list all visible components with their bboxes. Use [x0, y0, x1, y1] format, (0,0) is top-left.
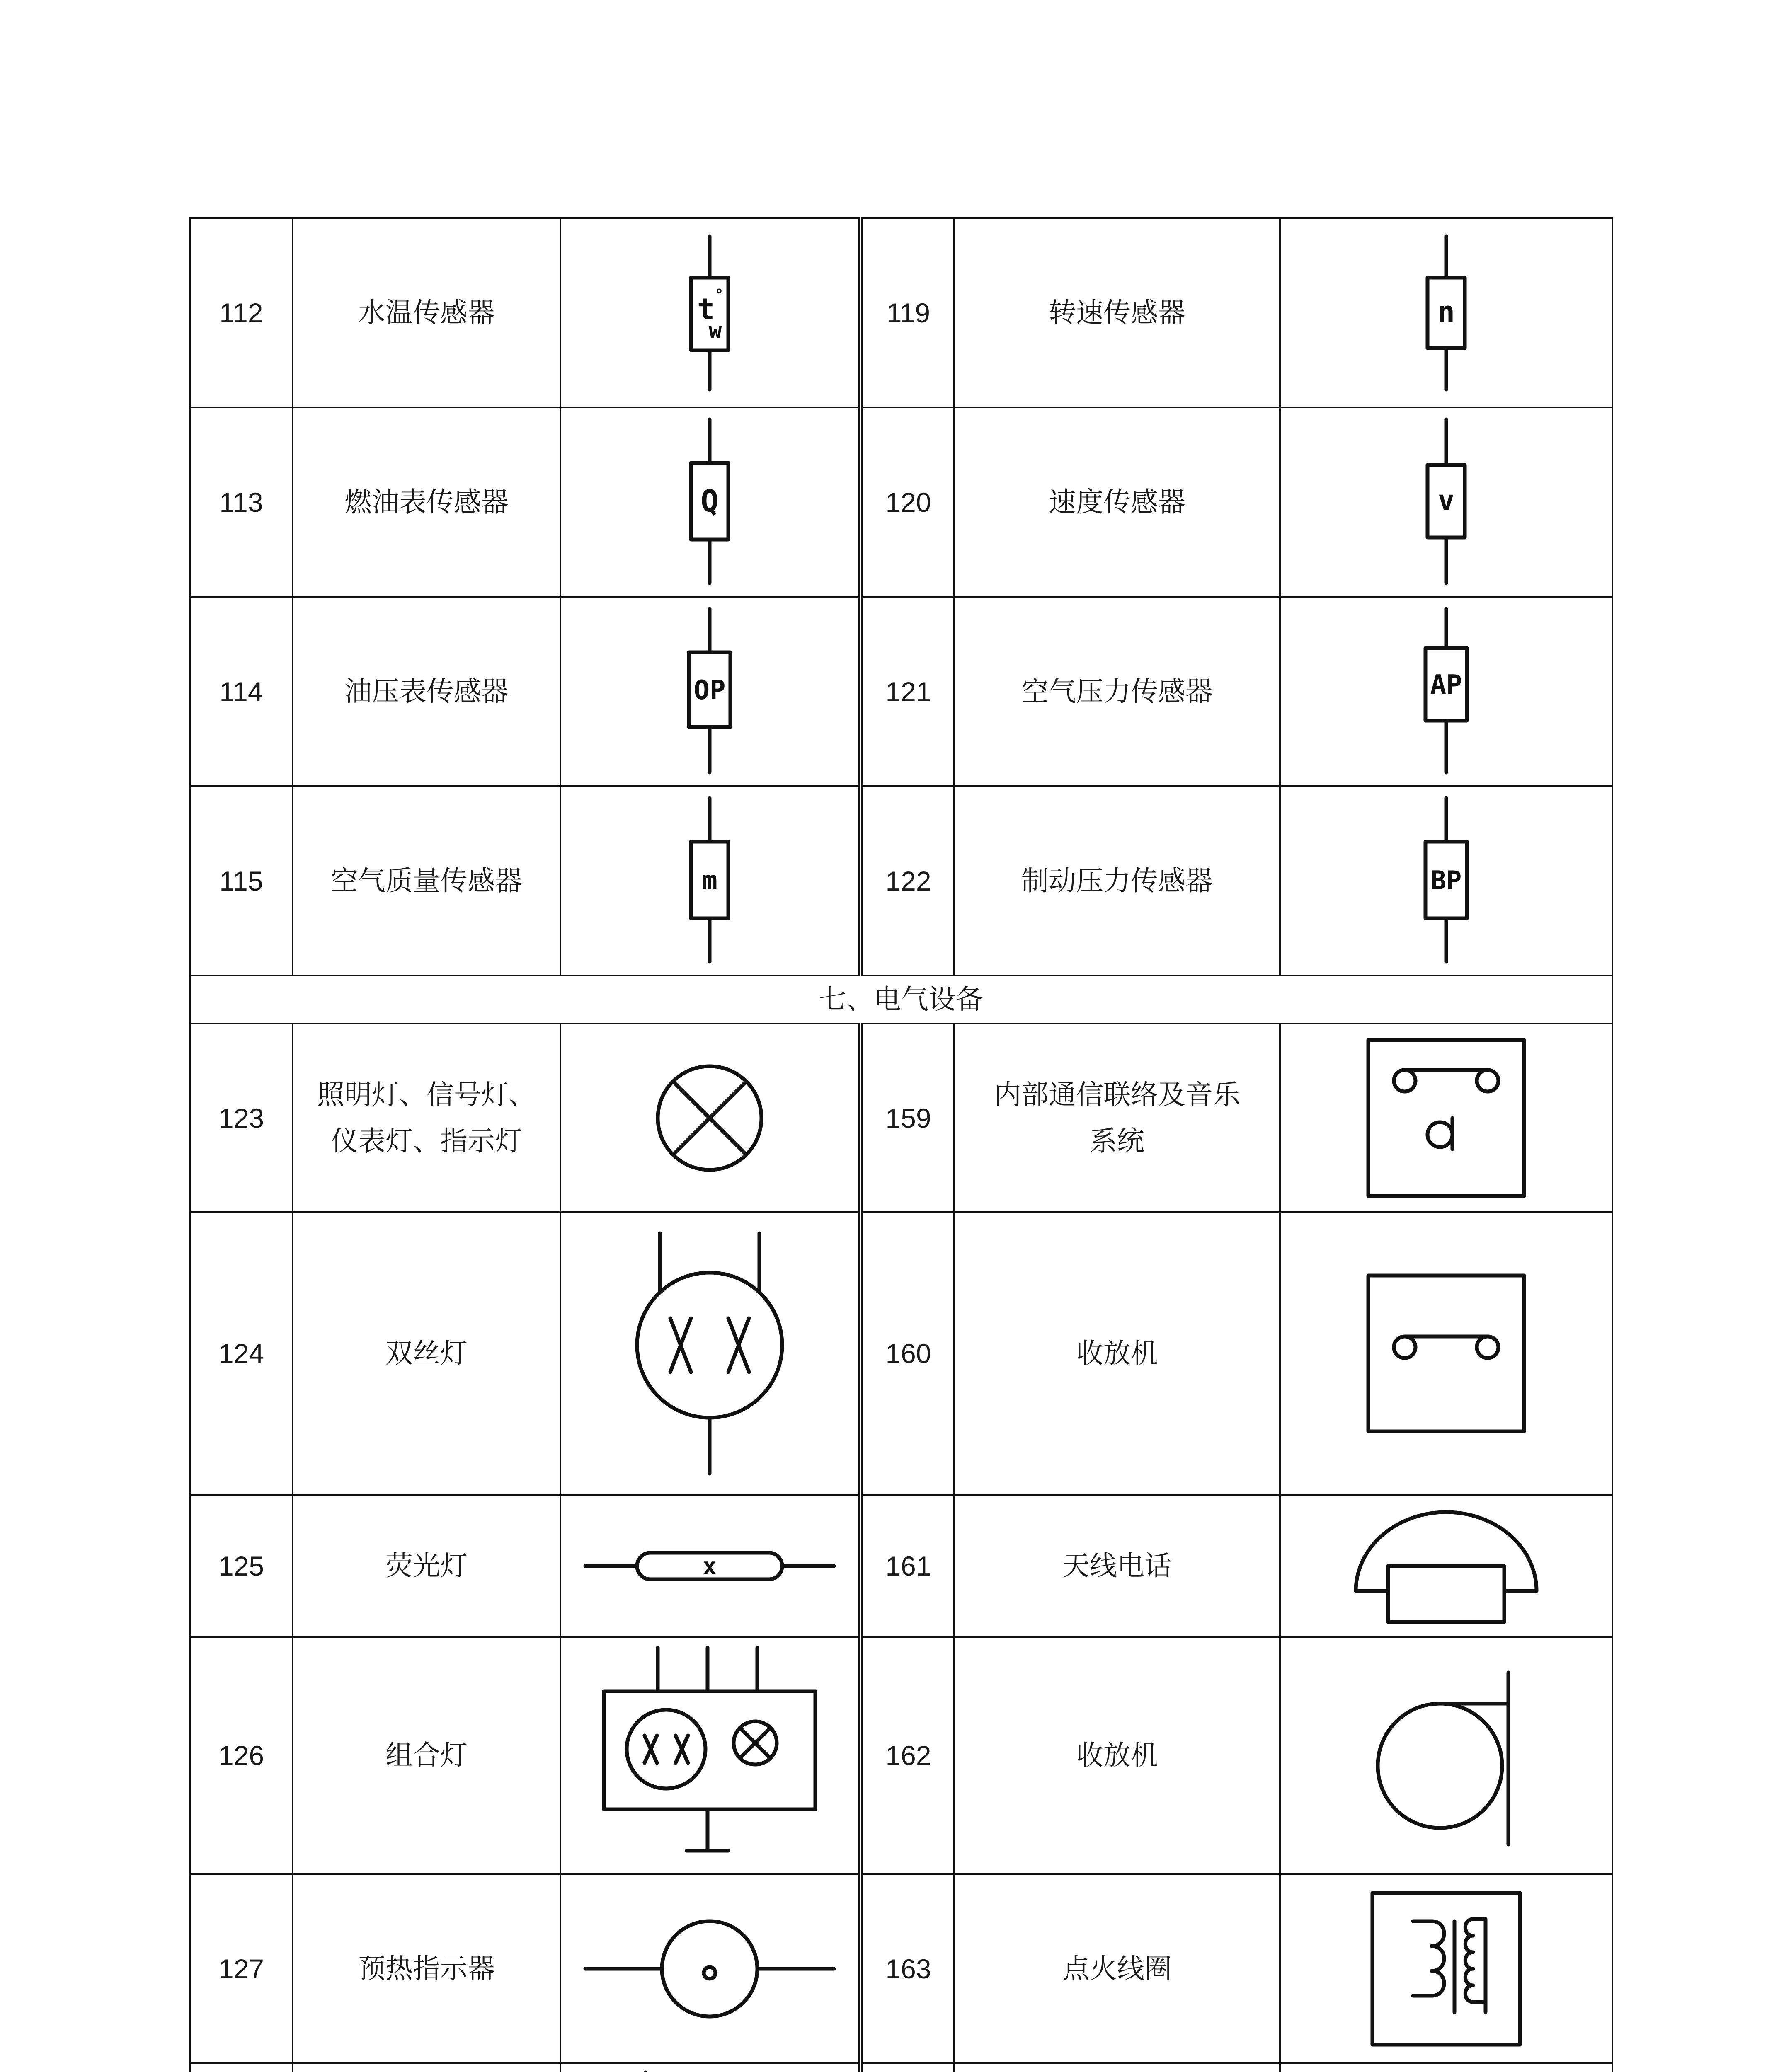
- item-number: 114: [190, 597, 293, 786]
- table-row: [190, 1212, 1612, 1495]
- sensor-label: AP: [1430, 669, 1462, 700]
- item-number: 160: [860, 1212, 954, 1495]
- item-number: 159: [860, 1024, 954, 1212]
- symbol-cell: [560, 786, 860, 975]
- item-number: 123: [190, 1024, 293, 1212]
- velocity-sensor-icon: [1413, 415, 1479, 589]
- item-number: 163: [860, 1874, 954, 2063]
- symbol-table: [189, 217, 1613, 2072]
- item-name: 油压表传感器: [293, 597, 560, 786]
- sensor-label: OP: [693, 675, 726, 706]
- symbol-cell: [1280, 1637, 1612, 1874]
- item-number: 125: [190, 1495, 293, 1637]
- radio-player-icon: [1372, 1660, 1521, 1851]
- symbol-cell: [560, 597, 860, 786]
- item-name: 空气质量传感器: [293, 786, 560, 975]
- sensor-label: Q: [700, 483, 719, 518]
- sensor-label: v: [1438, 484, 1454, 516]
- item-name: 点火线圈: [954, 1874, 1280, 2063]
- table-row: [190, 218, 1612, 407]
- symbol-cell: [1280, 1024, 1612, 1212]
- symbol-cell: [560, 2063, 860, 2072]
- item-name: 转速传感器: [954, 218, 1280, 407]
- sensor-label: m: [701, 865, 717, 896]
- intercom-music-system-icon: [1363, 1035, 1529, 1201]
- item-name: 速度传感器: [954, 407, 1280, 597]
- symbol-cell: [1280, 1495, 1612, 1637]
- item-number: [860, 2063, 954, 2072]
- sensor-label-superscript: °: [714, 286, 724, 303]
- oil-pressure-sensor-icon: [676, 605, 743, 779]
- section-title: 七、电气设备: [190, 975, 1612, 1024]
- sensor-label: n: [1437, 295, 1455, 329]
- item-name: 水温传感器: [293, 218, 560, 407]
- item-number: 115: [190, 786, 293, 975]
- symbol-cell: [560, 1024, 860, 1212]
- dual-filament-lamp-icon: [627, 1229, 793, 1478]
- table-row: [190, 786, 1612, 975]
- item-name: 收放机: [954, 1637, 1280, 1874]
- symbol-cell: [560, 1212, 860, 1495]
- table-row: [190, 1874, 1612, 2063]
- table-row: [190, 1024, 1612, 1212]
- brake-pressure-sensor-icon: [1413, 794, 1479, 968]
- item-name: 天线电话: [954, 1495, 1280, 1637]
- lamp-label: x: [702, 1553, 717, 1580]
- item-name: [293, 1024, 560, 1212]
- fuel-gauge-sensor-icon: [676, 415, 743, 589]
- item-name: [954, 1024, 1280, 1212]
- table-row: [190, 597, 1612, 786]
- symbol-cell: [1280, 1874, 1612, 2063]
- item-name: 空气压力传感器: [954, 597, 1280, 786]
- item-number: 112: [190, 218, 293, 407]
- symbol-cell: [1280, 407, 1612, 597]
- item-number: [190, 2063, 293, 2072]
- preheat-indicator-icon: [581, 1915, 838, 2023]
- symbol-cell: [560, 1637, 860, 1874]
- symbol-cell: [560, 1495, 860, 1637]
- distributor-icon: [1363, 2068, 1529, 2072]
- table-row: [190, 2063, 1612, 2072]
- ignition-coil-icon: [1367, 1888, 1525, 2050]
- item-name: 制动压力传感器: [954, 786, 1280, 975]
- sensor-label: BP: [1430, 865, 1462, 896]
- item-number: 127: [190, 1874, 293, 2063]
- symbol-cell: [560, 407, 860, 597]
- item-number: 120: [860, 407, 954, 597]
- table-row: [190, 407, 1612, 597]
- item-number: 113: [190, 407, 293, 597]
- air-pressure-sensor-icon: [1413, 605, 1479, 779]
- item-name-line: 系统: [1090, 1125, 1144, 1157]
- item-name: 组合灯: [293, 1637, 560, 1874]
- water-temp-sensor-icon: [676, 230, 743, 396]
- item-name-line: 照明灯、信号灯、: [317, 1078, 536, 1111]
- table-row: [190, 1637, 1612, 1874]
- item-number: 162: [860, 1637, 954, 1874]
- item-number: 124: [190, 1212, 293, 1495]
- symbol-cell: [1280, 218, 1612, 407]
- item-number: 161: [860, 1495, 954, 1637]
- sensor-label-subscript: w: [708, 318, 722, 343]
- symbol-cell: [1280, 786, 1612, 975]
- air-mass-sensor-icon: [676, 794, 743, 968]
- combination-lamp-icon: [598, 1644, 822, 1867]
- item-name: 荧光灯: [293, 1495, 560, 1637]
- item-name-line: 仪表灯、指示灯: [331, 1125, 522, 1157]
- item-name: 双丝灯: [293, 1212, 560, 1495]
- item-name: 收放机: [954, 1212, 1280, 1495]
- item-number: 121: [860, 597, 954, 786]
- lamp-icon: [650, 1058, 770, 1178]
- speed-rpm-sensor-icon: [1413, 230, 1479, 396]
- sensor-label: t: [697, 292, 715, 326]
- item-name: [293, 2063, 560, 2072]
- item-name: 燃油表传感器: [293, 407, 560, 597]
- symbol-cell: [1280, 1212, 1612, 1495]
- antenna-phone-icon: [1351, 1506, 1541, 1626]
- symbol-cell: [560, 1874, 860, 2063]
- radio-cassette-icon: [1363, 1271, 1529, 1436]
- symbol-cell: [560, 218, 860, 407]
- item-name: 预热指示器: [293, 1874, 560, 2063]
- item-number: 126: [190, 1637, 293, 1874]
- section-row: [190, 975, 1612, 1024]
- item-number: 122: [860, 786, 954, 975]
- item-name: [954, 2063, 1280, 2072]
- item-number: 119: [860, 218, 954, 407]
- fluorescent-lamp-icon: [581, 1541, 838, 1591]
- item-name-line: 内部通信联络及音乐: [994, 1078, 1240, 1111]
- symbol-cell: [1280, 597, 1612, 786]
- electric-horn-icon: [623, 2068, 797, 2072]
- table-row: [190, 1495, 1612, 1637]
- symbol-cell: [1280, 2063, 1612, 2072]
